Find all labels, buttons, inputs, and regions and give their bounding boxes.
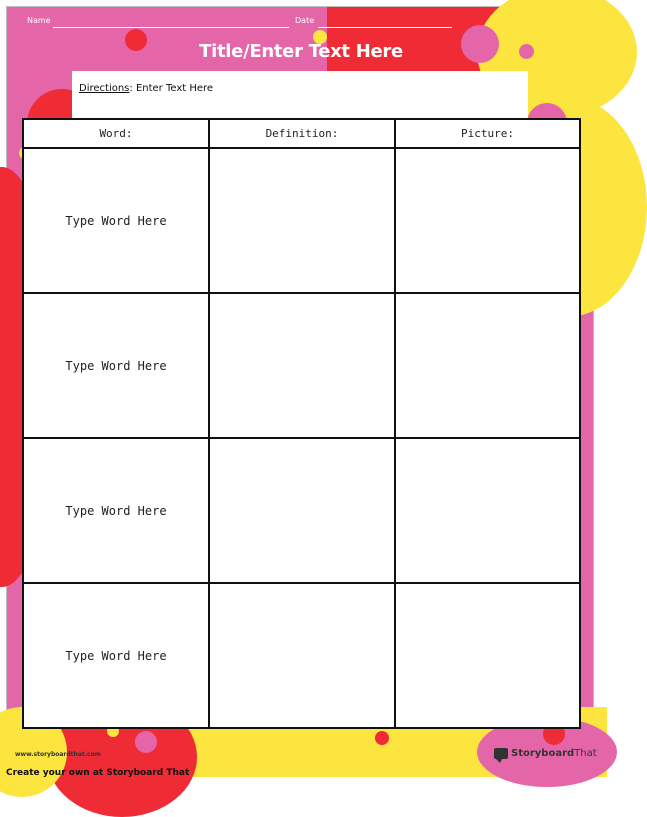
- word-cell[interactable]: Type Word Here: [23, 583, 209, 728]
- create-your-own-caption[interactable]: Create your own at Storyboard That: [6, 768, 190, 778]
- brand-bold: Storyboard: [511, 747, 575, 759]
- bg-pink-dot-bottom: [135, 731, 157, 753]
- header-picture: Picture:: [395, 119, 580, 148]
- date-label: Date: [295, 16, 315, 25]
- definition-cell[interactable]: [209, 293, 395, 438]
- table-row: [23, 148, 580, 293]
- vocabulary-table-wrap: [22, 118, 581, 729]
- table-row: [23, 438, 580, 583]
- picture-cell[interactable]: [395, 583, 580, 728]
- table-header-row: [23, 119, 580, 148]
- word-cell[interactable]: Type Word Here: [23, 148, 209, 293]
- brand-text: [511, 748, 597, 759]
- name-label: Name: [27, 16, 51, 25]
- definition-cell[interactable]: [209, 148, 395, 293]
- word-cell[interactable]: Type Word Here: [23, 293, 209, 438]
- picture-cell[interactable]: [395, 438, 580, 583]
- speech-bubble-icon: [494, 748, 508, 759]
- worksheet-page: [6, 6, 597, 764]
- date-field-line[interactable]: [318, 27, 452, 28]
- name-field-line[interactable]: [53, 27, 289, 28]
- word-cell[interactable]: Type Word Here: [23, 438, 209, 583]
- header-word: Word:: [23, 119, 209, 148]
- directions-box[interactable]: [72, 71, 528, 123]
- table-row: [23, 293, 580, 438]
- table-row: [23, 583, 580, 728]
- picture-cell[interactable]: [395, 148, 580, 293]
- bg-red-dot-bottom: [375, 731, 389, 745]
- directions-body: : Enter Text Here: [129, 83, 214, 94]
- vocabulary-table: [22, 118, 581, 729]
- directions-text: [79, 83, 213, 94]
- footer-url: www.storyboardthat.com: [15, 751, 101, 758]
- header-definition: Definition:: [209, 119, 395, 148]
- definition-cell[interactable]: [209, 438, 395, 583]
- brand-light: That: [574, 747, 597, 759]
- page-title[interactable]: Title/Enter Text Here: [199, 41, 403, 62]
- definition-cell[interactable]: [209, 583, 395, 728]
- directions-label: Directions: [79, 83, 130, 94]
- picture-cell[interactable]: [395, 293, 580, 438]
- storyboardthat-logo: [494, 744, 597, 762]
